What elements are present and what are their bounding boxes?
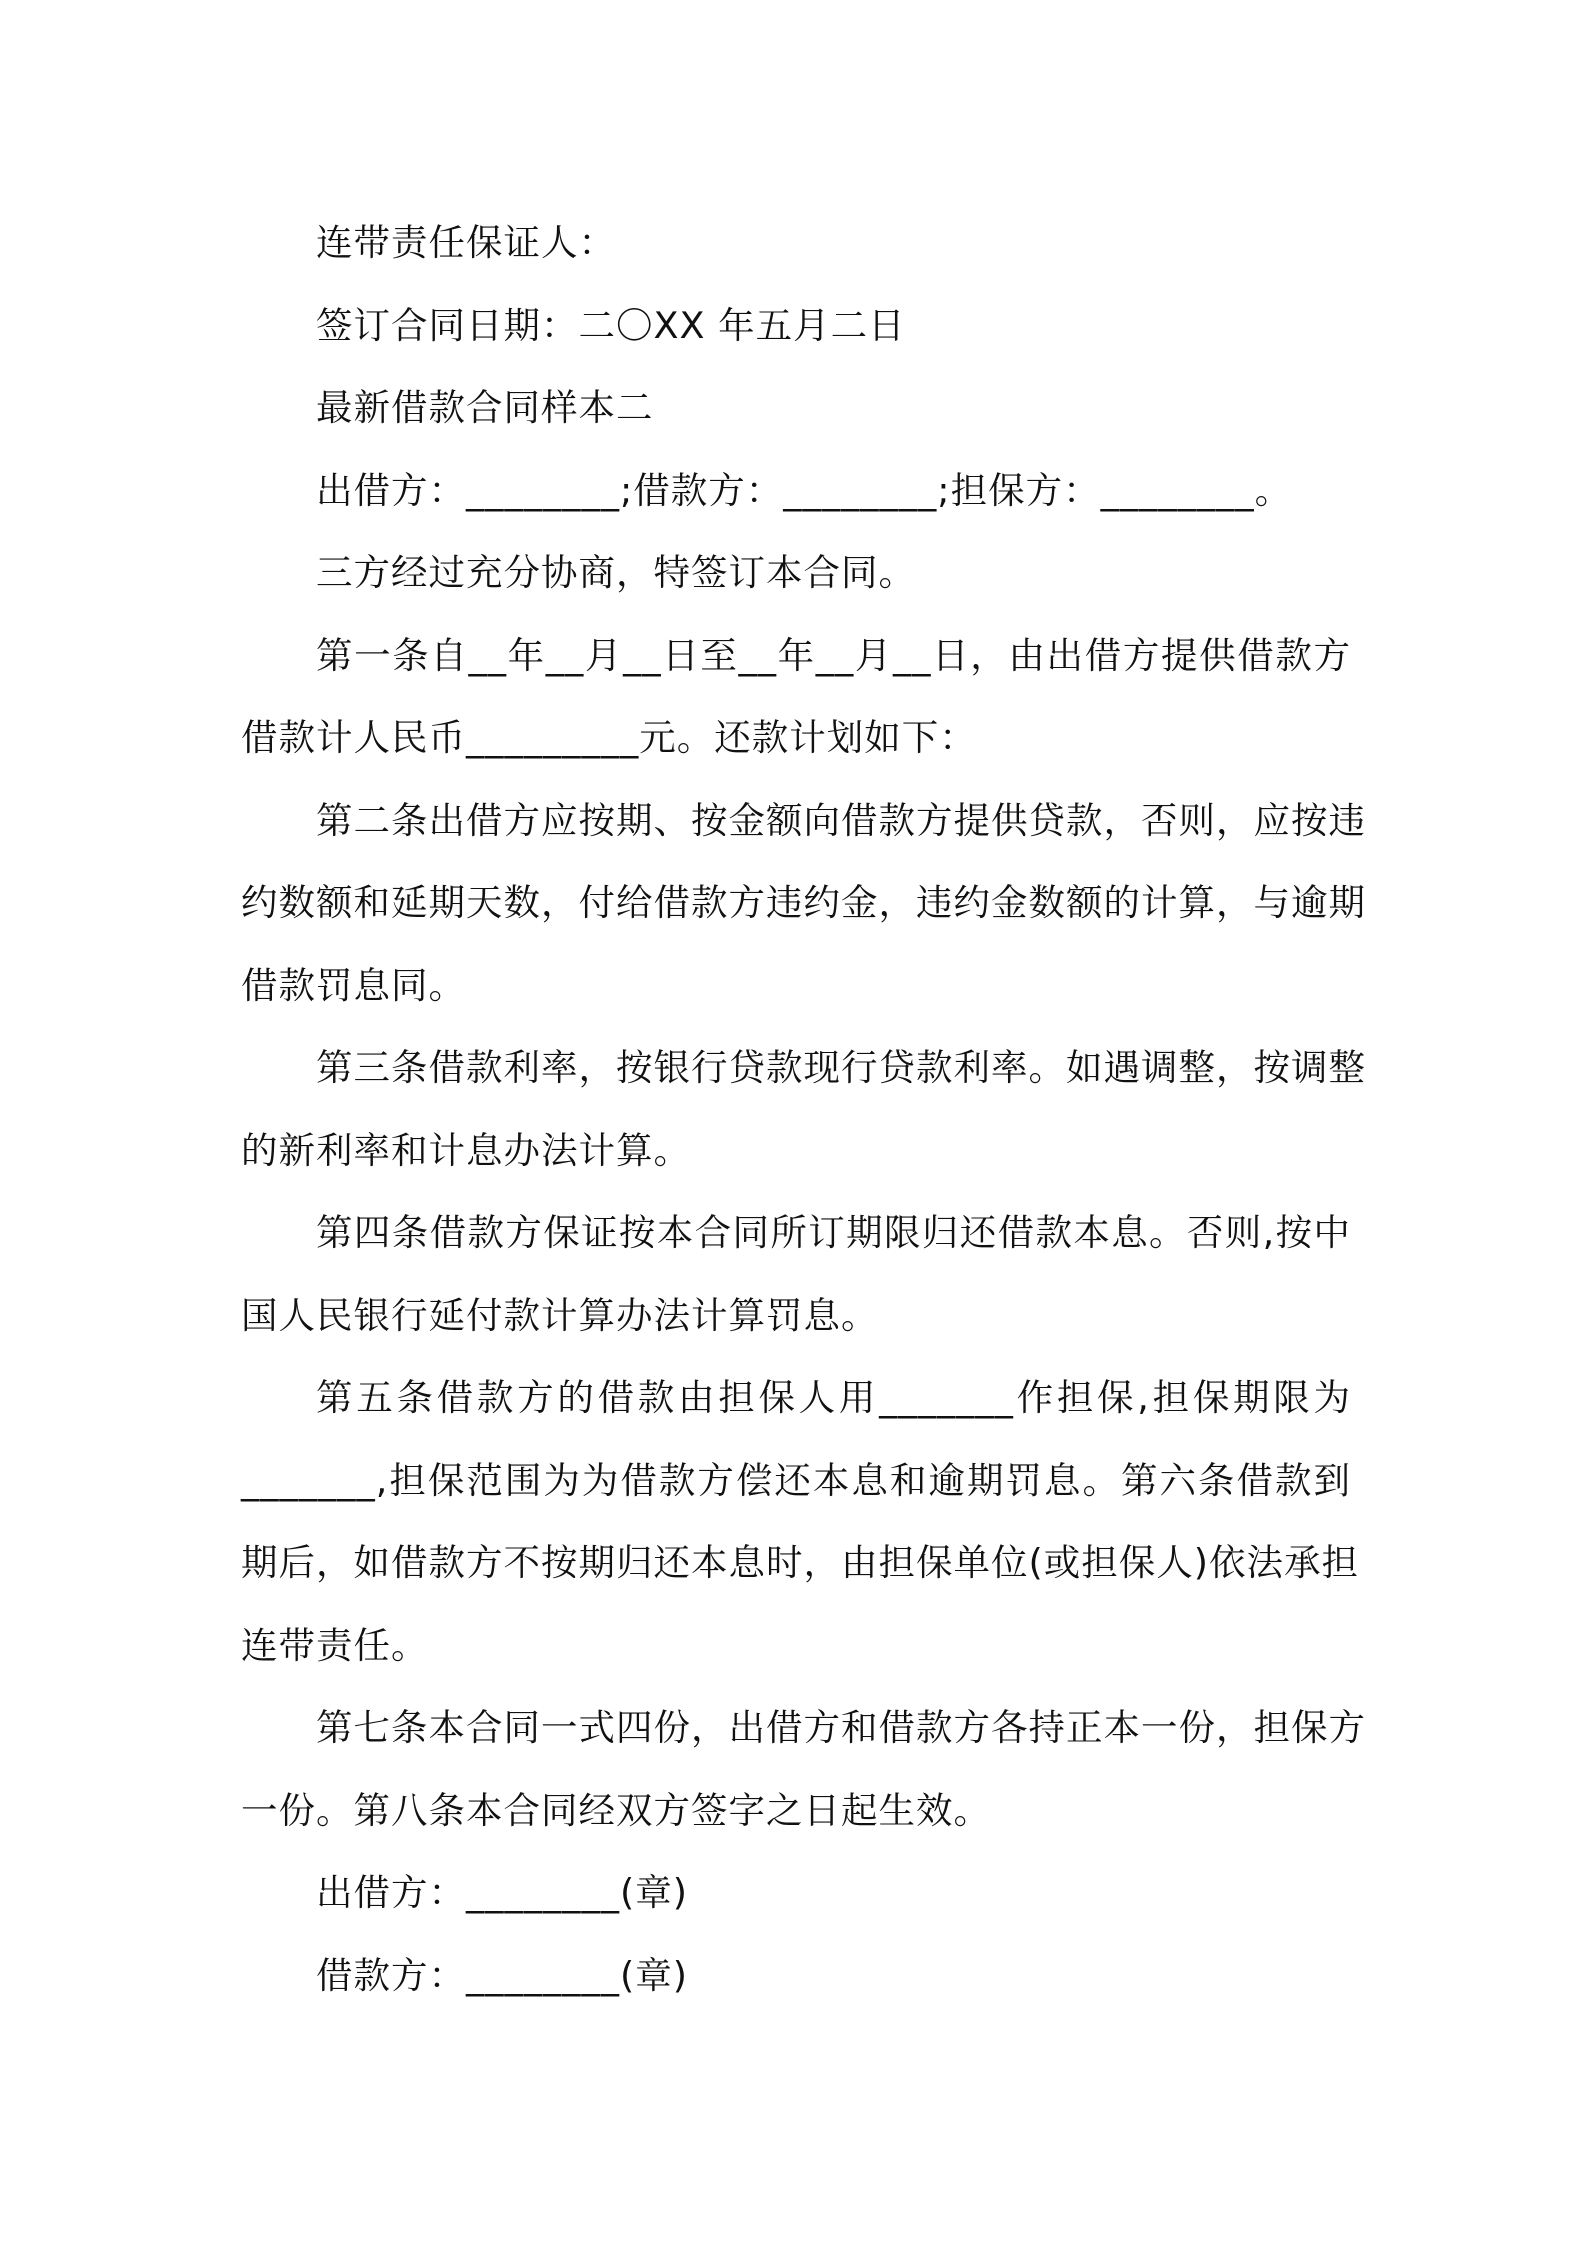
- contract-body: [241, 202, 1366, 2017]
- article-2-line-1: 第二条出借方应按期、按金额向借款方提供贷款，否则，应按违: [316, 798, 1366, 842]
- parties-line: 出借方：________;借款方：________;担保方：________。: [316, 468, 1293, 512]
- signing-date-line: 签订合同日期：二〇XX 年五月二日: [316, 303, 906, 347]
- article-3-line-1: 第三条借款利率，按银行贷款现行贷款利率。如遇调整，按调整: [316, 1046, 1366, 1089]
- article-1-line-1: 第一条自__年__月__日至__年__月__日，由出借方提供借款方: [316, 633, 1351, 677]
- borrower-signature-line: 借款方：________(章): [316, 1953, 688, 1997]
- article-3-line-2: 的新利率和计息办法计算。: [241, 1128, 691, 1172]
- article-1-line-2: 借款计人民币_________元。还款计划如下：: [241, 716, 977, 759]
- article-4-line-2: 国人民银行延付款计算办法计算罚息。: [241, 1293, 879, 1337]
- article-2-line-2: 约数额和延期天数，付给借款方违约金，违约金数额的计算，与逾期: [241, 881, 1366, 924]
- lender-signature-line: 出借方：________(章): [316, 1871, 688, 1914]
- sample-title: 最新借款合同样本二: [316, 386, 654, 429]
- article-2-line-3: 借款罚息同。: [241, 963, 466, 1007]
- article-6-line-2: 连带责任。: [241, 1623, 429, 1667]
- article-6-line-1: 期后，如借款方不按期归还本息时，由担保单位(或担保人)依法承担: [241, 1541, 1359, 1584]
- article-5-line-1: 第五条借款方的借款由担保人用_______作担保,担保期限为: [316, 1376, 1351, 1419]
- article-8-line: 一份。第八条本合同经双方签字之日起生效。: [241, 1788, 991, 1832]
- article-5-line-2: _______,担保范围为为借款方偿还本息和逾期罚息。第六条借款到: [241, 1458, 1351, 1502]
- intro-line: 三方经过充分协商，特签订本合同。: [316, 551, 916, 594]
- article-4-line-1: 第四条借款方保证按本合同所订期限归还借款本息。否则,按中: [316, 1211, 1351, 1254]
- article-7-line-1: 第七条本合同一式四份，出借方和借款方各持正本一份，担保方: [316, 1706, 1366, 1749]
- guarantor-line: 连带责任保证人：: [316, 221, 616, 264]
